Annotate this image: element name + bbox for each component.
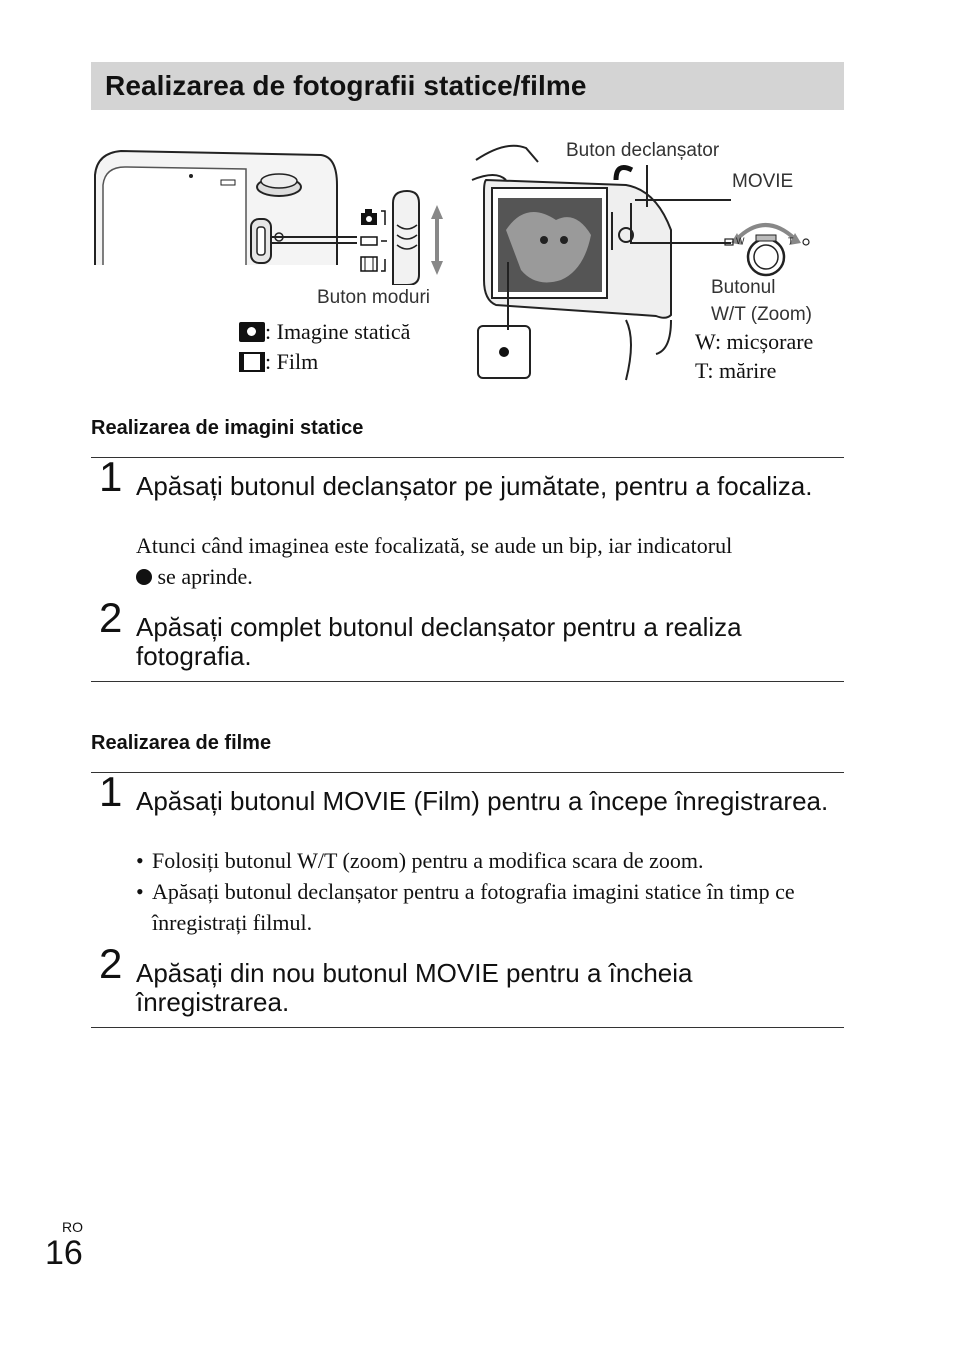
film-icon (239, 352, 265, 372)
step-number: 1 (99, 768, 123, 815)
divider (91, 772, 844, 773)
zoom-in-legend: T: mărire (695, 358, 777, 383)
list-item: • Apăsați butonul declanșator pentru a fotografia imagini statice în timp ce înregistrați filmul. (136, 879, 795, 935)
focus-indicator-box (477, 325, 531, 379)
zoom-button-label-line1: Butonul (711, 277, 776, 298)
zoom-button-label-line2: W/T (Zoom) (711, 304, 812, 325)
language-code: RO (62, 1219, 83, 1235)
movie-button-label: MOVIE (732, 171, 794, 192)
divider (91, 681, 844, 682)
movie-section-heading: Realizarea de filme (91, 732, 272, 754)
step-number: 1 (99, 453, 123, 500)
mode-switch-drawing (261, 185, 451, 285)
page-title: Realizarea de fotografii statice/filme (105, 70, 587, 101)
page-number: 16 (45, 1234, 83, 1272)
camera-illustration (91, 135, 851, 385)
step-number: 2 (99, 594, 123, 641)
zoom-tele-icon (803, 239, 809, 245)
step-instruction: Apăsați butonul MOVIE (Film) pentru a începe înregistrarea. (136, 786, 829, 816)
step-note: Atunci când imaginea este focalizată, se aude un bip, iar indicatorul se aprinde. (136, 533, 733, 589)
panorama-icon (361, 237, 377, 245)
divider (91, 457, 844, 458)
list-item: • Folosiți butonul W/T (zoom) pentru a modifica scara de zoom. (136, 848, 704, 873)
still-section-heading: Realizarea de imagini statice (91, 417, 364, 439)
zoom-w-mark: W (736, 236, 745, 246)
film-icon (361, 257, 377, 271)
step-instruction: Apăsați complet butonul declanșator pentru a realiza fotografia. (136, 612, 742, 671)
focus-indicator-icon (499, 347, 509, 357)
divider (91, 1027, 844, 1028)
title-bar (91, 62, 844, 110)
step-number: 2 (99, 940, 123, 987)
step-bullets (136, 845, 846, 938)
zoom-t-mark: T (788, 236, 794, 246)
shutter-button-label: Buton declanșator (566, 140, 720, 161)
mode-button-label: Buton moduri (317, 287, 431, 308)
zoom-out-legend: W: micșorare (695, 329, 814, 354)
step-instruction: Apăsați din nou butonul MOVIE pentru a încheia înregistrarea. (136, 958, 693, 1017)
camera-icon (239, 322, 265, 342)
zoom-lever-drawing (723, 215, 813, 285)
focus-indicator-icon (136, 569, 152, 585)
still-image-legend: : Imagine statică (239, 319, 410, 345)
movie-legend: : Film (239, 349, 318, 375)
step-instruction: Apăsați butonul declanșator pe jumătate, pentru a focaliza. (136, 471, 813, 501)
camera-icon (361, 209, 377, 225)
